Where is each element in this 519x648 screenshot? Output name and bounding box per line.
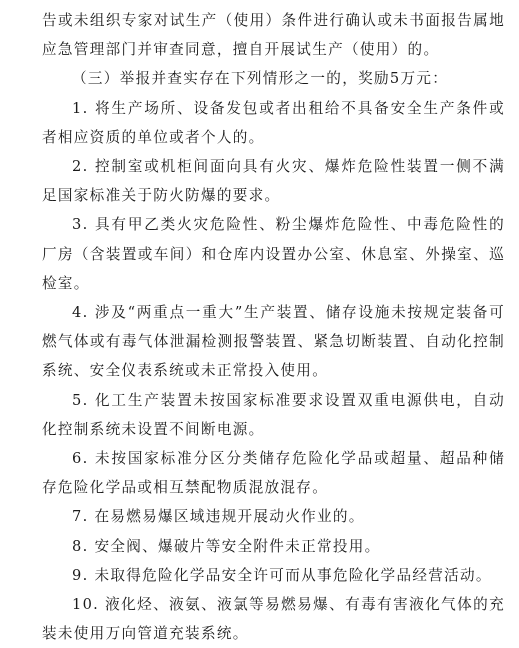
list-item-4: 4. 涉及“两重点一重大”生产装置、储存设施未按规定装备可燃气体或有毒气体泄漏检测报警装置、紧急切断装置、自动化控制系统、安全仪表系统或未正常投入使用。 (42, 304, 505, 380)
list-item-7: 7. 在易燃易爆区域违规开展动火作业的。 (72, 508, 365, 526)
list-item-5: 5. 化工生产装置未按国家标准要求设置双重电源供电，自动化控制系统未设置不间断电源。 (42, 391, 505, 438)
list-item-9: 9. 未取得危险化学品安全许可而从事危险化学品经营活动。 (72, 566, 492, 584)
paragraph-continuation: 告或未组织专家对试生产（使用）条件进行确认或未书面报告属地应急管理部门并审查同意，擅自开展试生产（使用）的。 (42, 12, 505, 59)
list-item-8: 8. 安全阀、爆破片等安全附件未正常投用。 (72, 537, 381, 555)
list-item-1: 1. 将生产场所、设备发包或者出租给不具备安全生产条件或者相应资质的单位或者个人的。 (42, 99, 505, 146)
list-item-6: 6. 未按国家标准分区分类储存危险化学品或超量、超品种储存危险化学品或相互禁配物质混放混存。 (42, 450, 505, 497)
list-item-10: 10. 液化烃、液氨、液氯等易燃易爆、有毒有害液化气体的充装未使用万向管道充装系统。 (42, 596, 505, 643)
list-item-2: 2. 控制室或机柜间面向具有火灾、爆炸危险性装置一侧不满足国家标准关于防火防爆的要求。 (42, 158, 505, 205)
list-item-3: 3. 具有甲乙类火灾危险性、粉尘爆炸危险性、中毒危险性的厂房（含装置或车间）和仓库内设置办公室、休息室、外操室、巡检室。 (42, 216, 505, 292)
section-heading-3: （三）举报并查实存在下列情形之一的，奖励5万元： (72, 70, 449, 88)
